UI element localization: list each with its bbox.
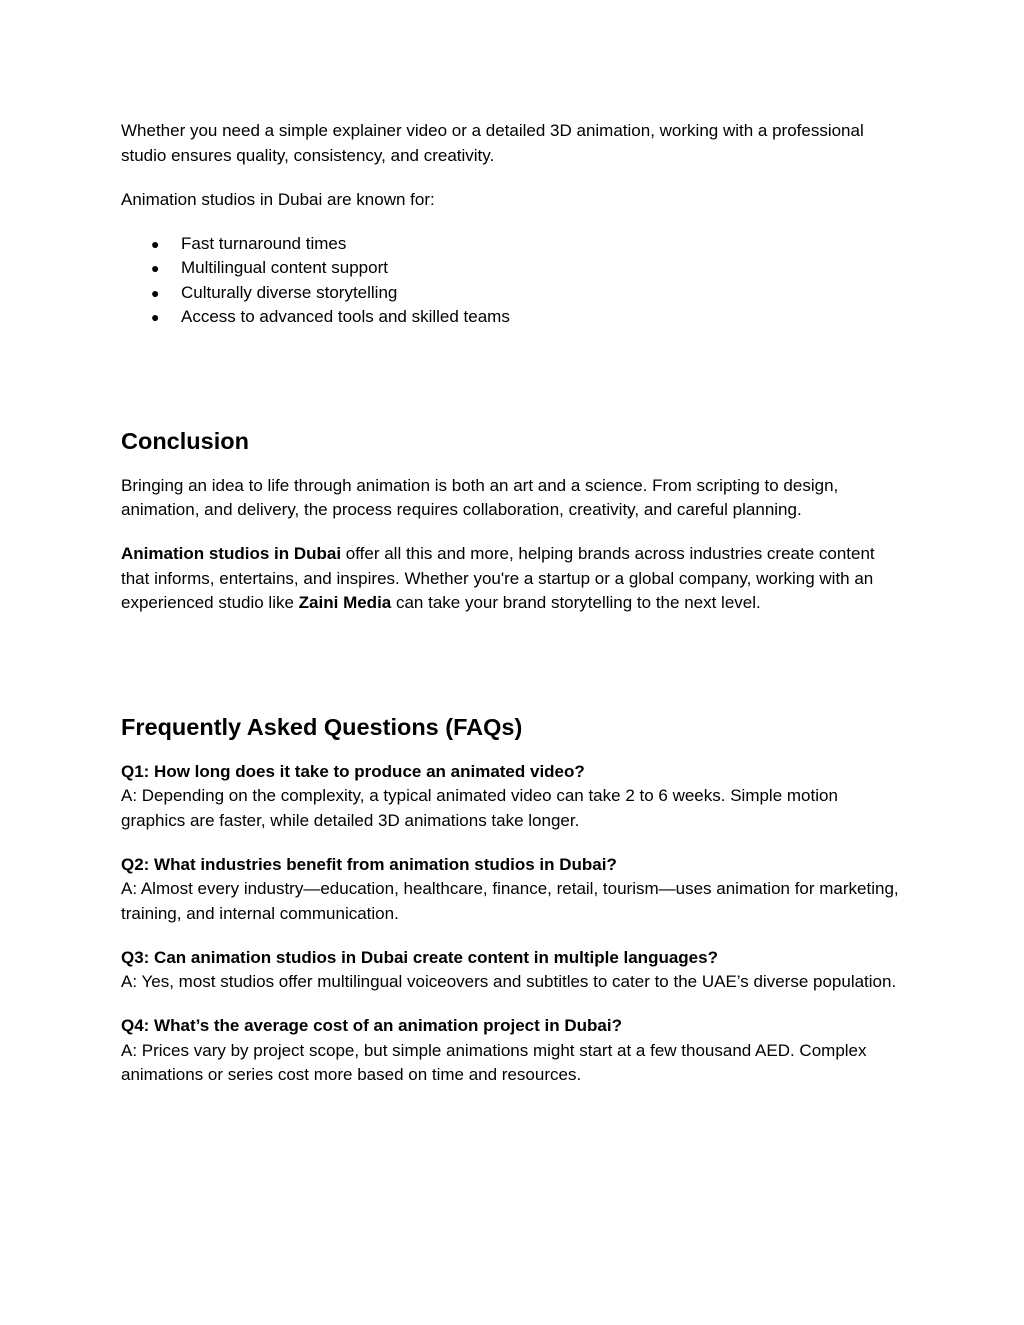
faq-answer: A: Prices vary by project scope, but simple animations might start at a few thousand AED. Complex animations or series cost more based on time and resources. [121, 1040, 867, 1084]
faq-question: Q2: What industries benefit from animation studios in Dubai? [121, 854, 617, 874]
faq-question: Q1: How long does it take to produce an animated video? [121, 761, 585, 781]
faq-item [121, 946, 906, 995]
known-for-lead: Animation studios in Dubai are known for: [121, 189, 435, 209]
bullet-icon: ● [151, 260, 160, 276]
faq-question: Q4: What’s the average cost of an animation project in Dubai? [121, 1016, 622, 1035]
faq-item [121, 1014, 906, 1088]
faq-answer: A: Depending on the complexity, a typical animated video can take 2 to 6 weeks. Simple motion graphics are faster, while detailed 3D animations take longer. [121, 786, 838, 830]
document-page [121, 119, 906, 1088]
faq-answer: A: Almost every industry—education, healthcare, finance, retail, tourism—uses animation for marketing, training, and internal communication. [121, 879, 899, 923]
bold-brand-name: Zaini Media [298, 593, 392, 612]
known-for-list [121, 232, 906, 330]
list-item: ● Multilingual content support [121, 256, 906, 281]
conclusion-heading: Conclusion [121, 427, 249, 454]
bullet-icon: ● [151, 284, 160, 301]
faq-heading: Frequently Asked Questions (FAQs) [121, 713, 523, 740]
bold-phrase: Animation studios in Dubai [121, 544, 342, 563]
list-item: ● Access to advanced tools and skilled teams [121, 305, 906, 330]
faq-question: Q3: Can animation studios in Dubai create content in multiple languages? [121, 947, 718, 967]
faq-item [121, 853, 906, 927]
faq-answer: A: Yes, most studios offer multilingual voiceovers and subtitles to cater to the UAE’s diverse population. [121, 972, 897, 991]
list-item: ● Fast turnaround times [121, 232, 906, 257]
conclusion-paragraph-2: Animation studios in Dubai offer all this and more, helping brands across industries create content that informs, entertains, and inspires. Whether you're a startup or a global company, working with an experienced studio like Zaini Media can take your brand storytelling to the next level. [121, 544, 875, 612]
faq-item [121, 760, 906, 834]
list-item: ● Culturally diverse storytelling [121, 281, 906, 306]
bullet-icon: ● [151, 309, 160, 325]
intro-paragraph: Whether you need a simple explainer video or a detailed 3D animation, working with a professional studio ensures quality, consistency, and creativity. [121, 121, 864, 165]
conclusion-paragraph-1: Bringing an idea to life through animation is both an art and a science. From scripting to design, animation, and delivery, the process requires collaboration, creativity, and careful planning. [121, 475, 839, 519]
bullet-icon: ● [151, 235, 160, 252]
